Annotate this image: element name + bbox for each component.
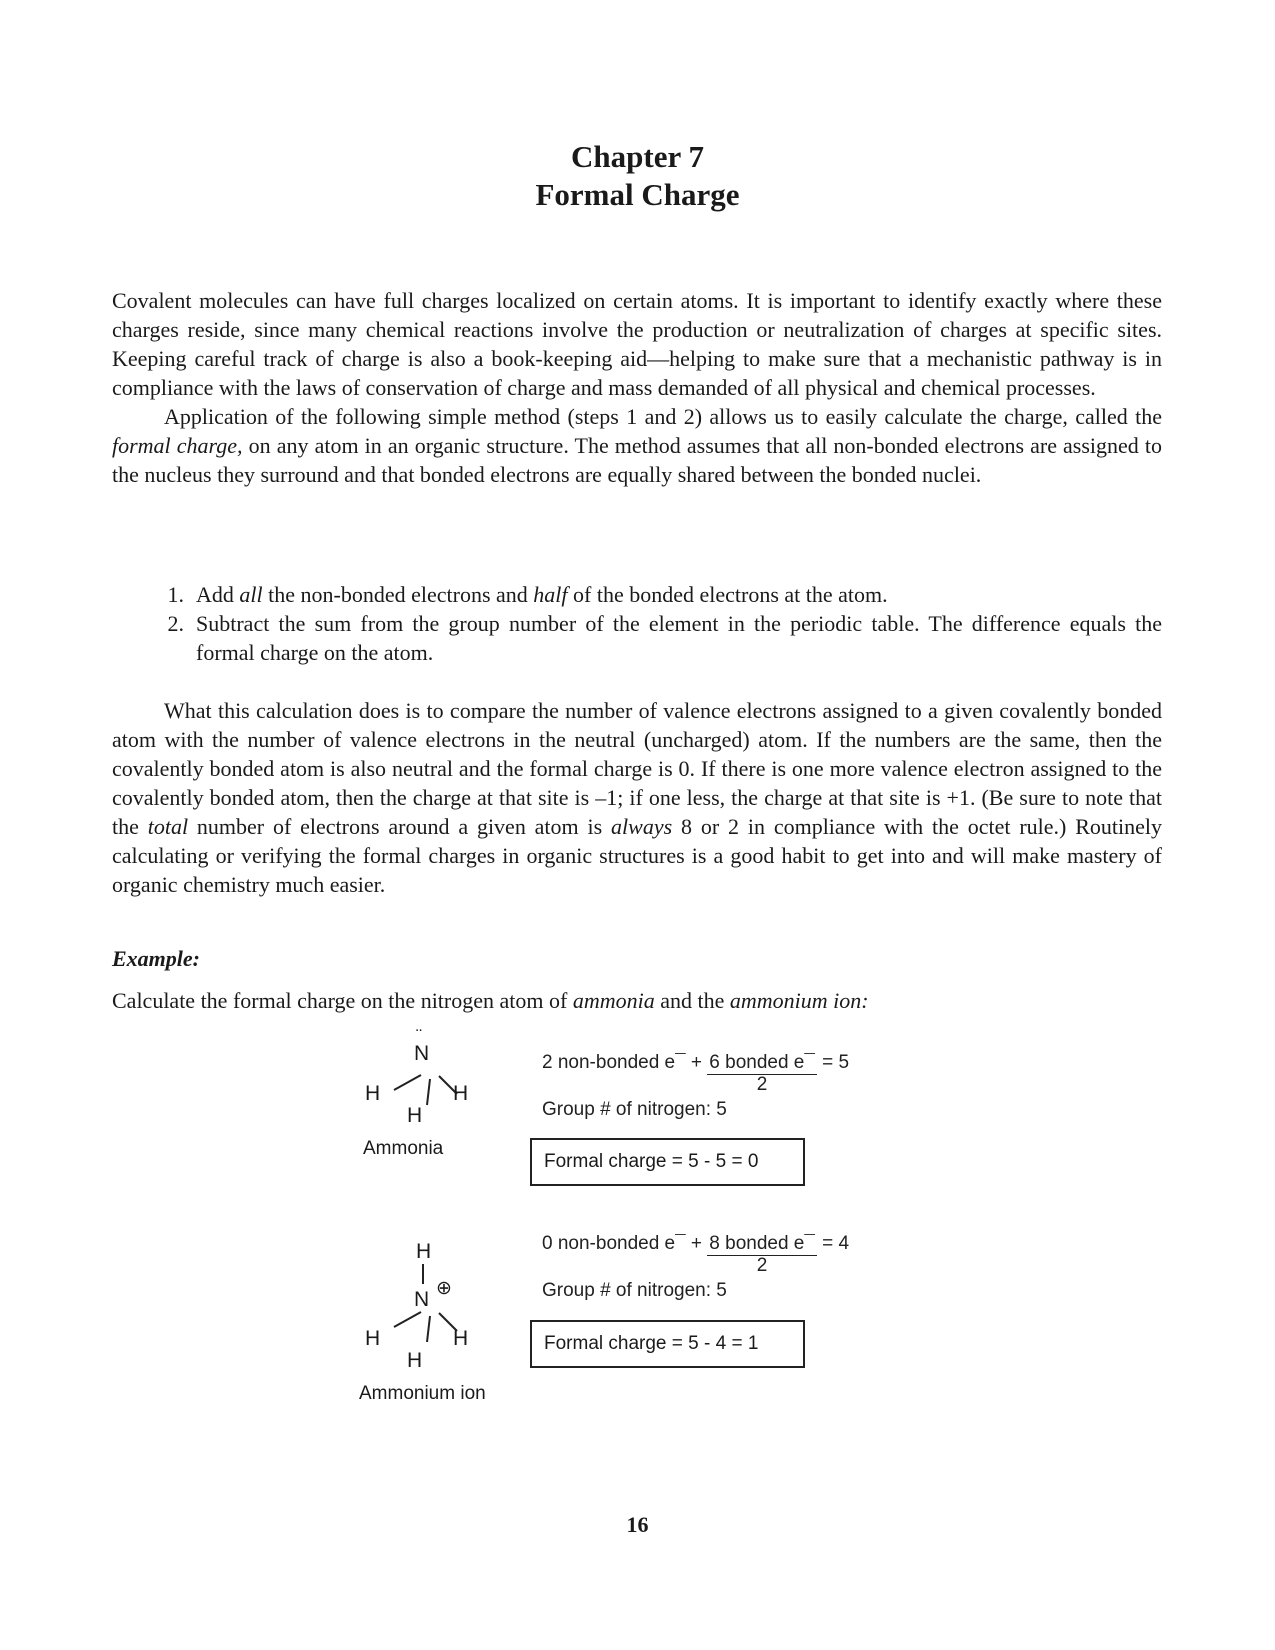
method-steps-list [112,580,1162,667]
example-label: Example: [112,946,200,971]
term-formal-charge: formal charge, [112,433,243,458]
nitrogen-atom: N [414,1042,430,1065]
paragraph-explanation: What this calculation does is to compare the number of valence electrons assigned to a given covalently bonded atom with the number of valence electrons in the neutral (uncharged) atom. If the numbers are the same, then the covalently bonded atom is also neutral and the formal charge is 0. If there is one more valence electron assigned to the covalently bonded atom, then the charge at that site is –1; if one less, the charge at that site is +1. (Be sure to note that the total number of electrons around a given atom is always 8 or 2 in compliance with the octet rule.) Routinely calculating or verifying the formal charges in organic structures is a good habit to get into and will make mastery of organic chemistry much easier. [112,698,1162,897]
hydrogen-atom: H [416,1240,432,1263]
intro-section [112,286,1162,489]
page-number: 16 [626,1512,649,1537]
ammonium-group-number: Group # of nitrogen: 5 [542,1280,727,1301]
paragraph-method: Application of the following simple method (steps 1 and 2) allows us to easily calculate the charge, called the formal charge, on any atom in an organic structure. The method assumes that all non-bonded electrons are assigned to the nucleus they surround and that bonded electrons are equally shared between the bonded nuclei. [112,404,1163,487]
step-item: 2. Subtract the sum from the group number of the element in the periodic table. The difference equals the formal charge on the atom. [167,611,1162,665]
chapter-title: Formal Charge [535,177,740,212]
ammonia-electron-count: 2 non-bonded e¯ + $\frac{\text{6 bonded e¯}}{2}$ = 5 [542,1052,850,1095]
hydrogen-atom: H [407,1349,423,1372]
hydrogen-atom: H [453,1082,469,1105]
example-prompt: Calculate the formal charge on the nitrogen atom of ammonia and the ammonium ion: [112,988,869,1013]
ammonium-electron-count: 0 non-bonded e¯ + $\frac{\text{8 bonded e¯}}{2}$ = 4 [542,1233,850,1276]
ammonium-formal-charge-box: Formal charge = 5 - 4 = 1 [530,1320,805,1368]
hydrogen-atom: H [365,1082,381,1105]
ammonia-formal-charge-box: Formal charge = 5 - 5 = 0 [530,1138,805,1186]
lone-pair-dots: ¨ [416,1026,422,1046]
paragraph-intro: Covalent molecules can have full charges localized on certain atoms. It is important to identify exactly where these charges reside, since many chemical reactions involve the production or neutralization of charges at specific sites. Keeping careful track of charge is also a book-keeping aid—helping to make sure that a mechanistic pathway is in compliance with the laws of conservation of charge and mass demanded of all physical and chemical processes. [112,288,1162,400]
positive-charge-icon: ⊕ [436,1278,452,1299]
ammonium-bonds [360,1262,500,1372]
fraction: $\frac{\text{8 bonded e¯}}{2}$ [709,1233,815,1276]
hydrogen-atom: H [453,1327,469,1350]
hydrogen-atom: H [365,1327,381,1350]
step-item: 1. Add all the non-bonded electrons and half of the bonded electrons at the atom. [167,582,888,607]
ammonium-label: Ammonium ion [359,1383,486,1404]
nitrogen-atom: N [414,1288,430,1311]
hydrogen-atom: H [407,1104,423,1127]
chapter-number: Chapter 7 [571,139,704,174]
chapter-heading [0,138,1275,214]
fraction: $\frac{\text{6 bonded e¯}}{2}$ [709,1052,815,1095]
ammonia-label: Ammonia [363,1138,444,1159]
ammonia-group-number: Group # of nitrogen: 5 [542,1099,727,1120]
